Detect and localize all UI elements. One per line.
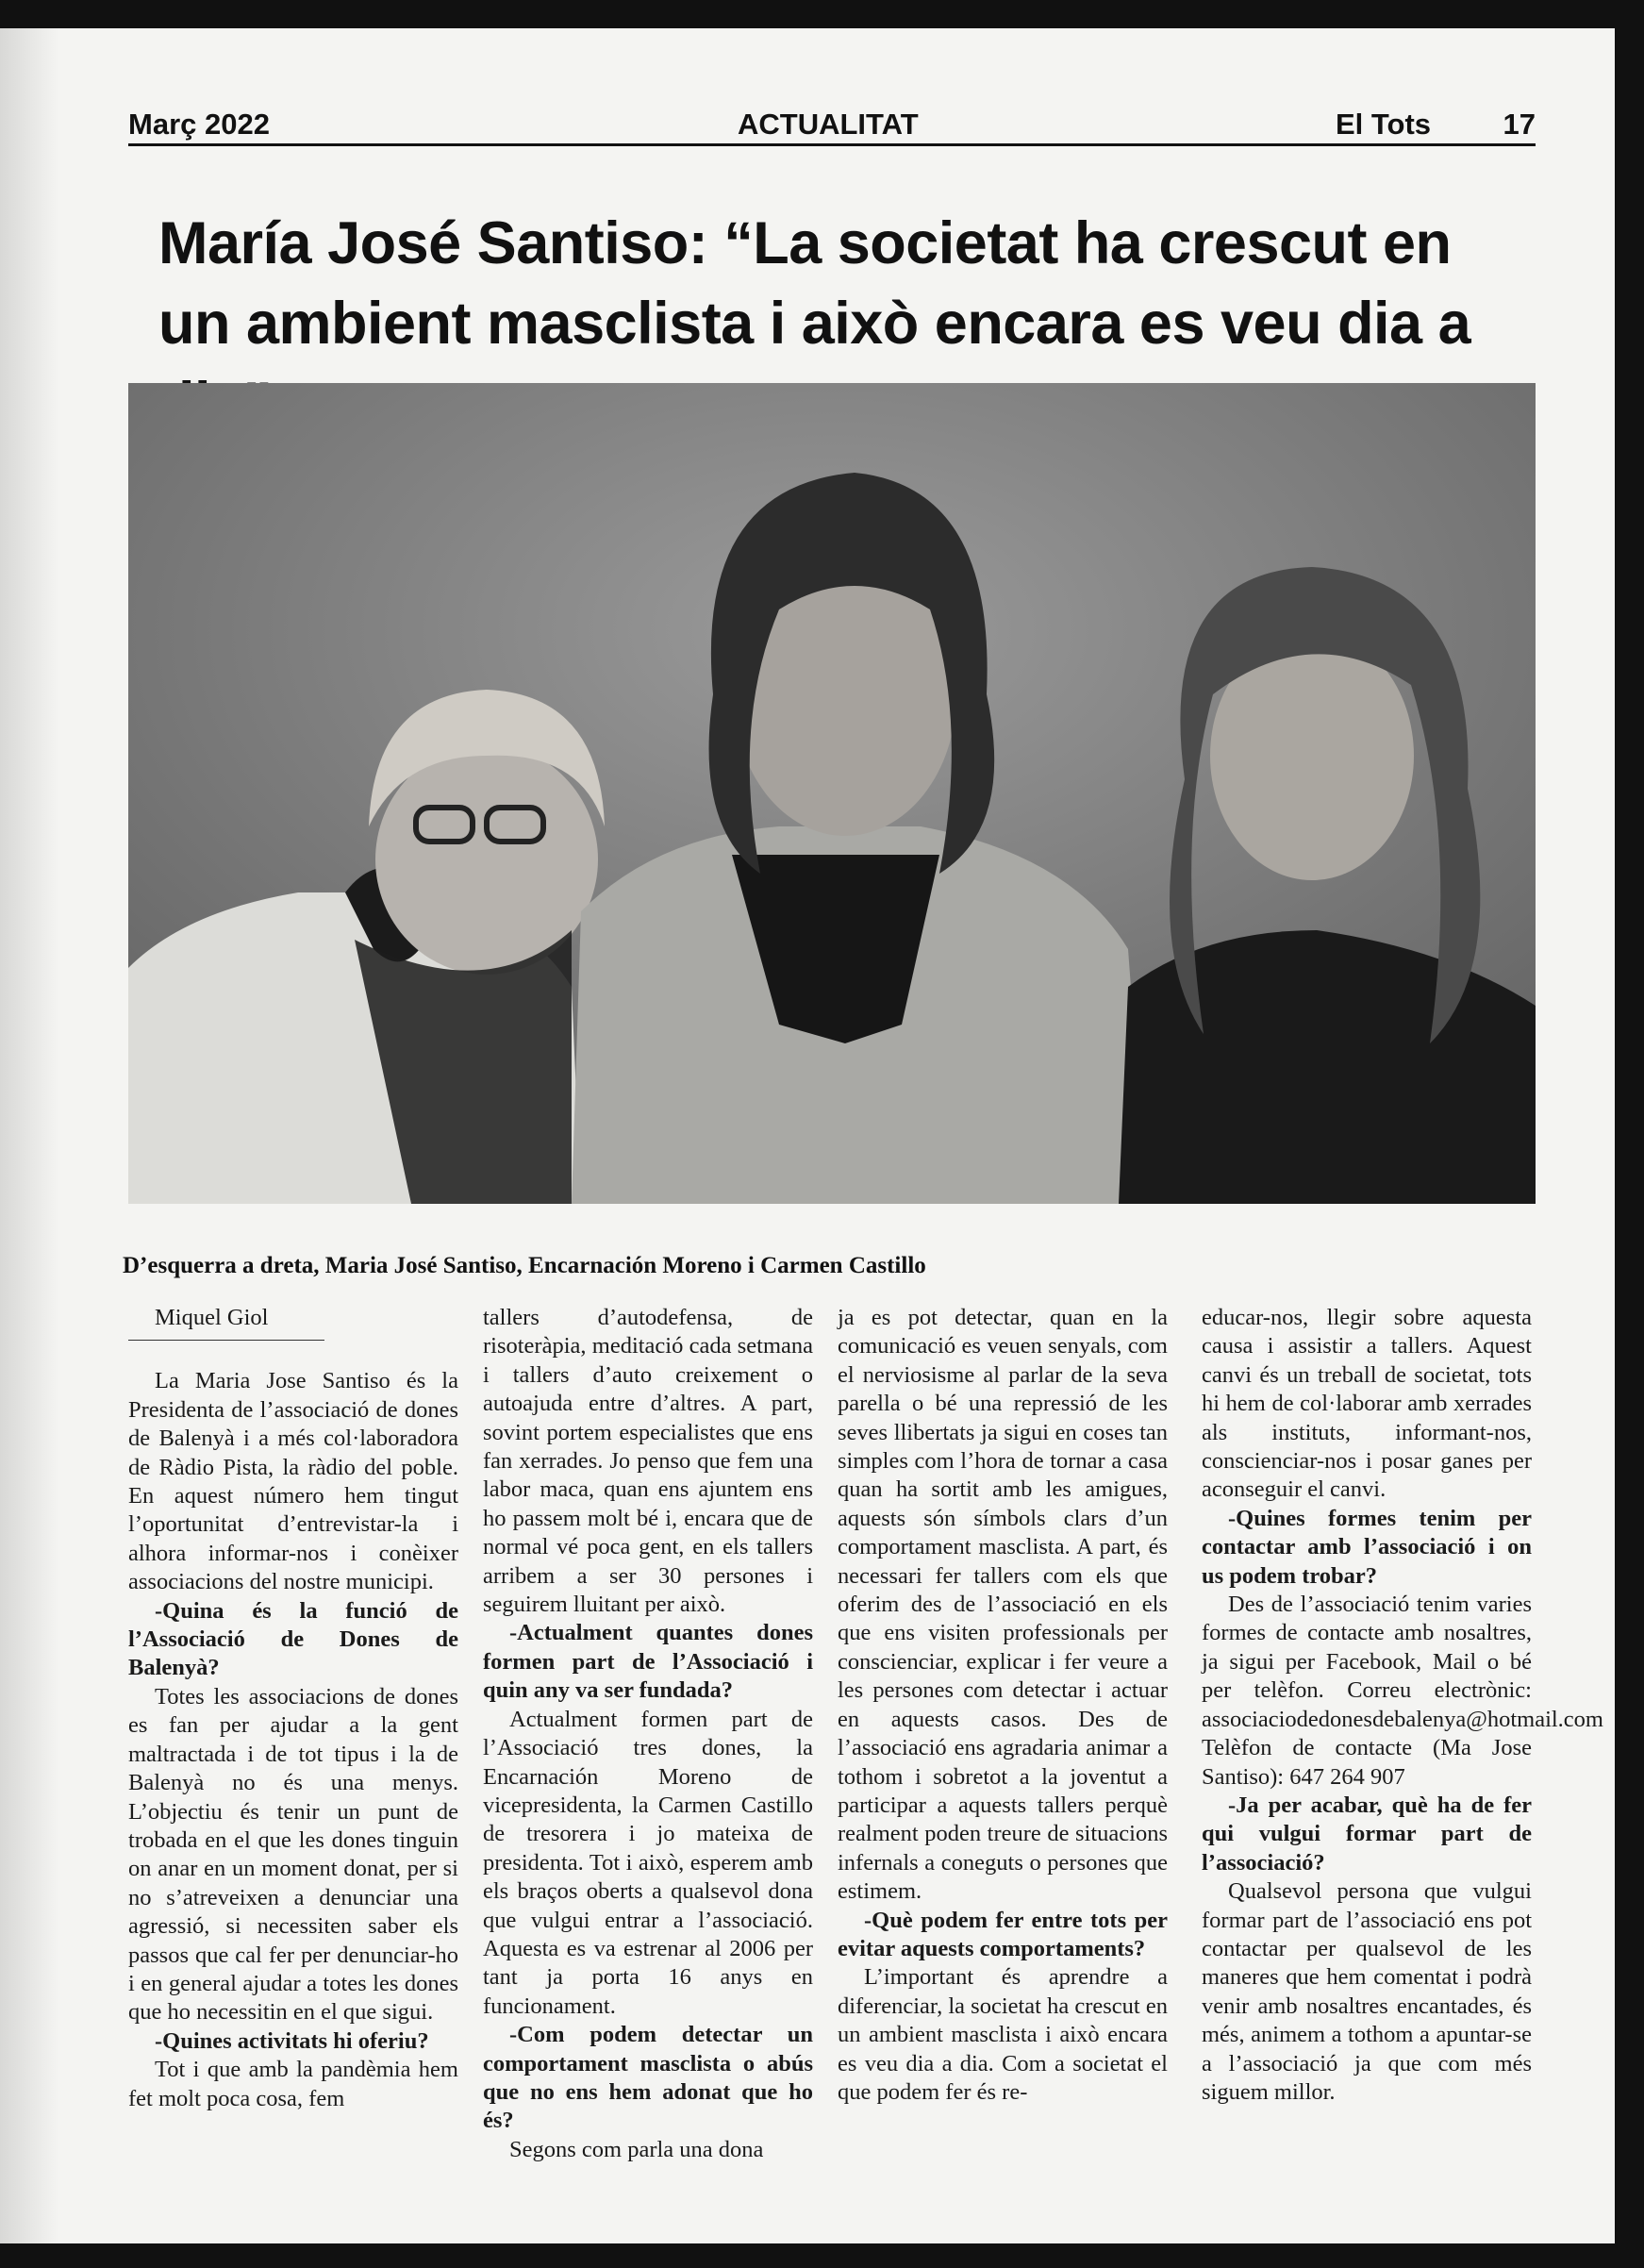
- article-paragraph: Tot i que amb la pandèmia hem fet molt poca cosa, fem: [128, 2057, 458, 2111]
- article-paragraph: Segons com parla una dona: [509, 2136, 764, 2162]
- article-column-2: [483, 1304, 813, 2164]
- article-photo: [128, 383, 1536, 1204]
- photo-three-women-icon: [128, 383, 1536, 1204]
- article-paragraph: L’important és aprendre a diferenciar, la societat ha crescut en un ambient masclista i això encara es veu dia a dia. Com a societat el que podem fer és re-: [838, 1964, 1168, 2105]
- interview-question: -Quines activitats hi oferiu?: [155, 2027, 429, 2054]
- article-title: María José Santiso: “La societat ha crescut en un ambient masclista i això encara es veu dia a: [158, 210, 1471, 357]
- page-header: [128, 106, 1536, 146]
- photo-caption: D’esquerra a dreta, Maria José Santiso, Encarnación Moreno i Carmen Castillo: [123, 1253, 926, 1278]
- article-paragraph: Qualsevol persona que vulgui formar part de l’associació ens pot contactar per qualsevol de les maneres que hem comentat i podrà venir amb nosaltres encantades, és més, animem a tothom a apuntar-se a l’associació ja que com més siguem millor.: [1202, 1878, 1532, 2105]
- article-column-1: [128, 1304, 458, 2113]
- interview-question: -Actualment quantes dones formen part de l’Associació i quin any va ser fundada?: [483, 1620, 813, 1704]
- interview-question: -Ja per acabar, què ha de fer qui vulgui formar part de l’associació?: [1202, 1792, 1532, 1876]
- issue-date: Març 2022: [128, 108, 270, 141]
- article-paragraph: ja es pot detectar, quan en la comunicació es veuen senyals, com el nerviosisme al parlar de la seva parella o bé una repressió de les seves llibertats ja sigui en coses tan simples com l’hora de tornar a casa quan ha sortit amb les amigues, aquests són símbols clars d’un comportament masclista. A part, és necessari fer tallers com els que oferim des de l’associació en els que ens visiten professionals per conscienciar, explicar i fer veure a les persones com detectar i actuar en aquests casos. Des de l’associació ens agradaria animar a tothom i sobretot a la joventut a participar a aquests tallers perquè realment poden treure de situacions infernals a coneguts o persones que estimem.: [838, 1305, 1168, 1905]
- article-paragraph: Actualment formen part de l’Associació tres dones, la Encarnación Moreno de vicepresidenta, la Carmen Castillo de tresorera i jo mateixa de presidenta. Tot i això, esperem amb els braços oberts a qualsevol dona que vulgui entrar a l’associació. Aquesta es va estrenar al 2006 per tant ja porta 16 anys en funcionament.: [483, 1706, 813, 2019]
- article-column-3: [838, 1304, 1168, 2107]
- article-paragraph: La Maria Jose Santiso és la Presidenta de l’associació de dones de Balenyà i a més col·laboradora de Ràdio Pista, la ràdio del poble. En aquest número hem tingut l’oportunitat d’entrevistar-la i alhora informar-nos i conèixer associacions del nostre municipi.: [128, 1368, 458, 1595]
- article-paragraph: tallers d’autodefensa, de risoteràpia, meditació cada setmana i tallers d’auto creixement o autoajuda entre d’altres. A part, sovint portem especialistes que ens fan xerrades. Jo penso que fem una labor maca, quan ens ajuntem ens ho passem molt bé i, encara que de normal vé poca gent, en els tallers arribem a ser 30 persones i seguirem lluitant per això.: [483, 1305, 813, 1618]
- article-paragraph: educar-nos, llegir sobre aquesta causa i assistir a tallers. Aquest canvi és un treball de societat, tots hi hem de col·laborar amb xerrades als instituts, informant-nos, conscienciar-nos i posar ganes per aconseguir el canvi.: [1202, 1305, 1532, 1503]
- article-paragraph: Des de l’associació tenim varies formes de contacte amb nosaltres, ja sigui per Facebook, Mail o bé per telèfon. Correu electrònic: associaciodedonesdebalenya@hotmail.com Telèfon de contacte (Ma Jose Santiso): 647 264 907: [1202, 1592, 1603, 1790]
- interview-question: -Què podem fer entre tots per evitar aquests comportaments?: [838, 1907, 1168, 1961]
- interview-question: -Quina és la funció de l’Associació de Dones de Balenyà?: [128, 1597, 458, 1681]
- article-paragraph: Totes les associacions de dones es fan per ajudar a la gent maltractada i de tot tipus i la de Balenyà no és una menys. L’objectiu és tenir un punt de trobada en el que les dones tinguin on anar en un moment donat, per si no s’atreveixen a denunciar una agressió, si necessiten saber els passos que cal fer per denunciar-ho i en general ajudar a totes les dones que ho necessitin en el que sigui.: [128, 1683, 458, 2026]
- page-gutter: [0, 28, 58, 2243]
- article-column-4: [1202, 1304, 1603, 2107]
- page-number: 17: [1503, 108, 1536, 141]
- interview-question: -Com podem detectar un comportament masclista o abús que no ens hem adonat que ho és?: [483, 2022, 813, 2134]
- interview-question: -Quines formes tenim per contactar amb l’associació i on us podem trobar?: [1202, 1505, 1532, 1589]
- article-author: Miquel Giol: [128, 1304, 324, 1341]
- newspaper-page: [0, 28, 1615, 2243]
- section-label: ACTUALITAT: [738, 108, 919, 141]
- publication-name: El Tots: [1336, 108, 1432, 141]
